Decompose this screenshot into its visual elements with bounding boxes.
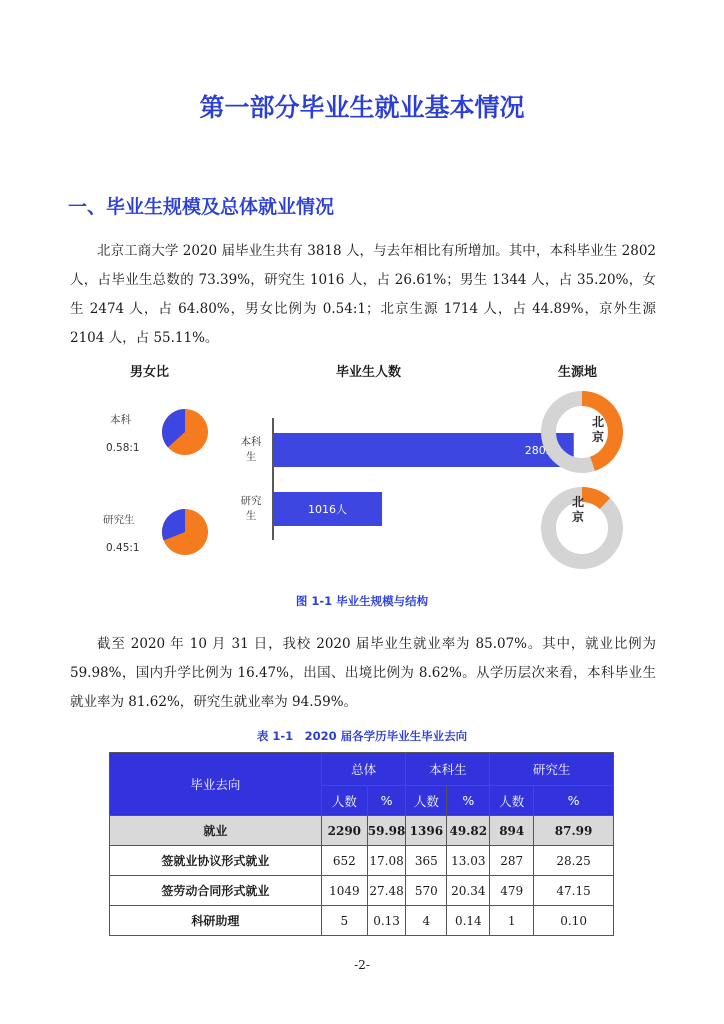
bar-category-label: 生 [245,510,257,522]
pie-ratio-undergrad: 0.58:1 [106,442,140,454]
table-header-undergrad: 本科生 [406,753,490,786]
bar-category-label: 本科 [240,436,262,448]
row-label: 就业 [110,816,322,846]
pie-label-postgrad: 研究生 [103,514,135,526]
section-title: 一、毕业生规模及总体就业情况 [68,196,335,218]
row-label: 签就业协议形式就业 [110,846,322,876]
table-row [110,906,614,936]
table-cell: 0.14 [447,906,490,936]
pie-ratio-postgrad: 0.45:1 [106,542,140,554]
table-row [110,816,614,846]
table-cell: 47.15 [534,876,614,906]
gender-ratio-chart-title: 男女比 [130,365,170,380]
table-cell: 4 [406,906,447,936]
table-cell: 287 [490,846,534,876]
donut-label: 北 [591,415,605,429]
paragraph-summary: 北京工商大学 2020 届毕业生共有 3818 人，与去年相比有所增加。其中，本科毕业生 2802 人，占毕业生总数的 73.39%，研究生 1016 人，占 26.61%；男生 1344 人，占 35.20%，女生 2474 人，占 64.80%，男女比例为 0.54:1；北京生源 1714 人，占 44.89%，京外生源 2104 人，占 55.11%。 [70,243,656,346]
bar-category-label: 生 [245,451,257,463]
donut-label: 北 [571,495,585,509]
table-cell: 27.48 [367,876,406,906]
bar-category-label: 研究 [240,495,262,507]
page-title: 第一部分毕业生就业基本情况 [199,93,525,122]
origin-chart-title: 生源地 [558,365,598,380]
table-subheader: % [367,786,406,816]
table-cell: 652 [321,846,367,876]
table-cell: 479 [490,876,534,906]
table-header-destination: 毕业去向 [110,753,322,816]
donut-label: 京 [591,430,605,444]
graduate-count-chart-title: 毕业生人数 [336,365,402,380]
table-cell: 87.99 [534,816,614,846]
table-caption: 表 1-1 2020 届各学历毕业生毕业去向 [256,729,468,743]
figure-caption: 图 1-1 毕业生规模与结构 [295,594,429,608]
table-cell: 570 [406,876,447,906]
table-subheader: 人数 [321,786,367,816]
table-cell: 5 [321,906,367,936]
paragraph-employment-rate: 截至 2020 年 10 月 31 日，我校 2020 届毕业生就业率为 85.07%。其中，就业比例为 59.98%，国内升学比例为 16.47%，出国、出境比例为 8.62%。从学历层次来看，本科毕业生就业率为 81.62%，研究生就业率为 94.59%。 [70,636,656,710]
table-cell: 365 [406,846,447,876]
table-cell: 1 [490,906,534,936]
table-cell: 20.34 [447,876,490,906]
bar-value-label: 2802人 [524,444,564,457]
pie-label-undergrad: 本科 [110,414,131,426]
figure-graphics [0,380,724,580]
table-row [110,846,614,876]
table-cell: 894 [490,816,534,846]
table-cell: 17.08 [367,846,406,876]
table-row [110,876,614,906]
destination-table [109,752,614,936]
table-subheader: % [534,786,614,816]
table-cell: 59.98 [367,816,406,846]
table-cell: 0.13 [367,906,406,936]
table-cell: 1396 [406,816,447,846]
table-subheader: 人数 [406,786,447,816]
table-subheader: % [447,786,490,816]
table-cell: 1049 [321,876,367,906]
table-cell: 2290 [321,816,367,846]
table-cell: 0.10 [534,906,614,936]
row-label: 签劳动合同形式就业 [110,876,322,906]
table-cell: 49.82 [447,816,490,846]
donut-label: 京 [571,510,585,524]
bar-value-label: 1016人 [308,503,348,516]
page-number: -2- [354,958,370,972]
table-header-overall: 总体 [321,753,406,786]
table-cell: 28.25 [534,846,614,876]
row-label: 科研助理 [110,906,322,936]
table-cell: 13.03 [447,846,490,876]
table-header-postgrad: 研究生 [490,753,614,786]
table-subheader: 人数 [490,786,534,816]
